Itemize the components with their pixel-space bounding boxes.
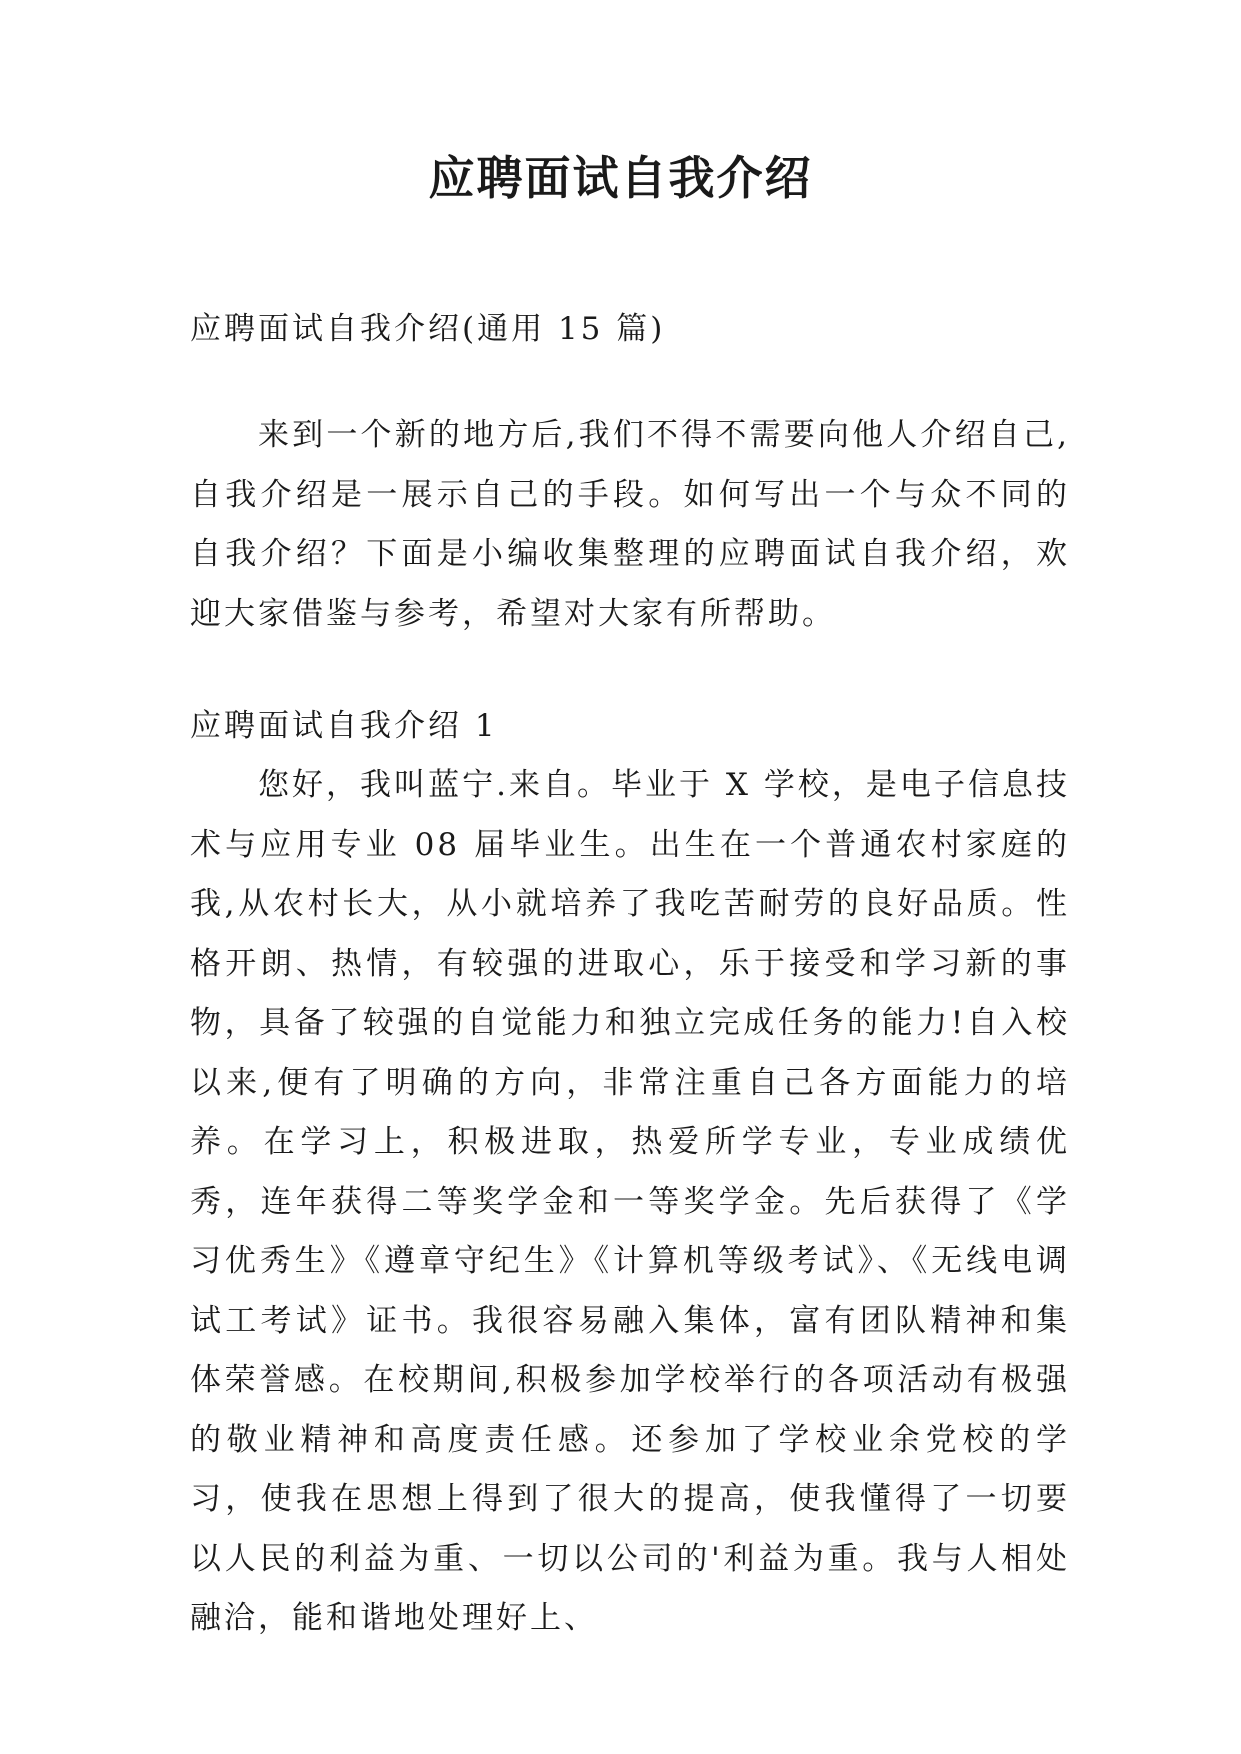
- section-heading: 应聘面试自我介绍 1: [190, 708, 498, 744]
- document-title: 应聘面试自我介绍: [428, 151, 813, 205]
- section-body-paragraph: 您好，我叫蓝宁.来自。毕业于 X 学校，是电子信息技术与应用专业 08 届毕业生。出生在一个普通农村家庭的我,从农村长大，从小就培养了我吃苦耐劳的良好品质。性格开朗、热情，有较强的进取心，乐于接受和学习新的事物，具备了较强的自觉能力和独立完成任务的能力!自入校以来,便有了明确的方向，非常注重自己各方面能力的培养。在学习上，积极进取，热爱所学专业，专业成绩优秀，连年获得二等奖学金和一等奖学金。先后获得了《学习优秀生》《遵章守纪生》《计算机等级考试》、《无线电调试工考试》证书。我很容易融入集体，富有团队精神和集体荣誉感。在校期间,积极参加学校举行的各项活动有极强的敬业精神和高度责任感。还参加了学校业余党校的学习，使我在思想上得到了很大的提高，使我懂得了一切要以人民的利益为重、一切以公司的'利益为重。我与人相处融洽，能和谐地处理好上、: [190, 767, 1070, 1636]
- document-subtitle: 应聘面试自我介绍(通用 15 篇): [190, 311, 666, 347]
- intro-paragraph: 来到一个新的地方后,我们不得不需要向他人介绍自己,自我介绍是一展示自己的手段。如何写出一个与众不同的自我介绍？下面是小编收集整理的应聘面试自我介绍，欢迎大家借鉴与参考，希望对大家有所帮助。: [190, 417, 1070, 632]
